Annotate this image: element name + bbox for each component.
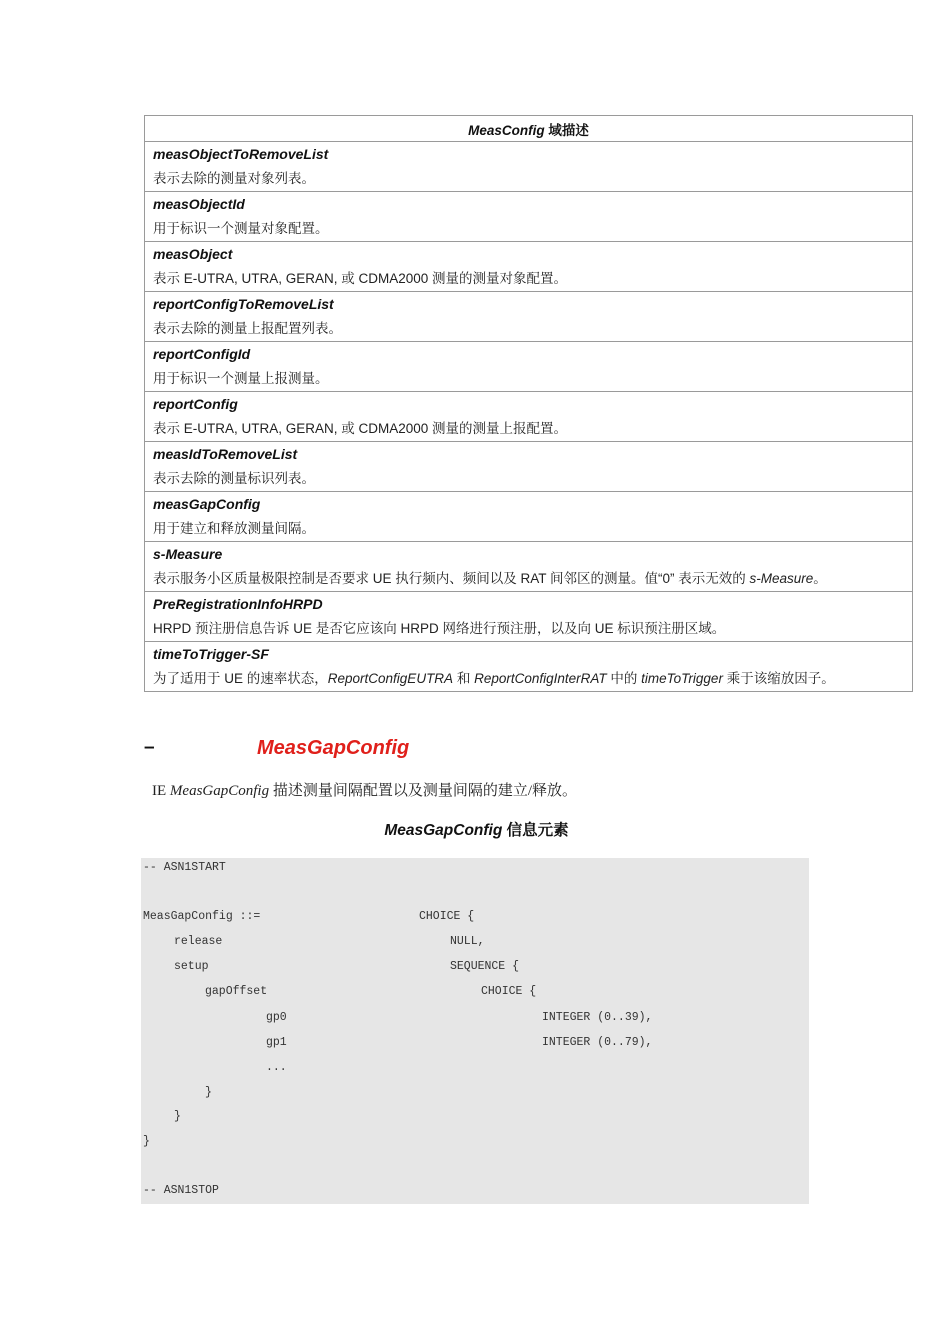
code-type: INTEGER (0..39),	[542, 1011, 653, 1024]
table-row	[145, 242, 913, 292]
field-name: measObject	[153, 246, 233, 262]
code-line: gp0	[266, 1011, 287, 1024]
field-name: timeToTrigger-SF	[153, 646, 269, 662]
field-description: 表示去除的测量标识列表。	[153, 471, 315, 486]
code-type: INTEGER (0..79),	[542, 1036, 653, 1049]
field-name: s-Measure	[153, 546, 223, 562]
field-name: reportConfigId	[153, 346, 251, 362]
field-name: measObjectId	[153, 196, 245, 212]
field-description: HRPD 预注册信息告诉 UE 是否它应该向 HRPD 网络进行预注册，以及向 UE 标识预注册区域。	[153, 621, 726, 636]
field-description: 表示 E-UTRA, UTRA, GERAN, 或 CDMA2000 测量的测量上报配置。	[153, 421, 568, 436]
table-row	[145, 592, 913, 642]
field-name: measIdToRemoveList	[153, 446, 298, 462]
table-row	[145, 142, 913, 192]
field-description: 用于标识一个测量上报测量。	[153, 371, 329, 386]
code-line: release	[174, 935, 223, 948]
table-row	[145, 342, 913, 392]
asn1-code-block	[141, 858, 809, 1204]
field-description: 表示服务小区质量极限控制是否要求 UE 执行频内、频间以及 RAT 间邻区的测量。值“0” 表示无效的 s-Measure。	[153, 571, 827, 586]
ie-intro-paragraph: IE MeasGapConfig 描述测量间隔配置以及测量间隔的建立/释放。	[152, 783, 578, 799]
table-row	[145, 642, 913, 692]
code-line: -- ASN1START	[143, 861, 226, 874]
field-description: 表示 E-UTRA, UTRA, GERAN, 或 CDMA2000 测量的测量对象配置。	[153, 271, 568, 286]
table-header: MeasConfig 域描述	[145, 116, 913, 142]
measconfig-field-table	[144, 115, 913, 692]
code-line: -- ASN1STOP	[143, 1184, 219, 1197]
field-name: measObjectToRemoveList	[153, 146, 329, 162]
code-type: CHOICE {	[419, 910, 475, 923]
section-heading	[144, 737, 844, 763]
field-description: 为了适用于 UE 的速率状态，ReportConfigEUTRA 和 ReportConfigInterRAT 中的 timeToTrigger 乘于该缩放因子。	[153, 671, 835, 686]
code-line: }	[143, 1135, 150, 1148]
code-line: gp1	[266, 1036, 287, 1049]
section-title: MeasGapConfig	[257, 737, 410, 759]
code-line: setup	[174, 960, 209, 973]
table-row	[145, 192, 913, 242]
code-line: }	[174, 1110, 181, 1123]
table-row	[145, 392, 913, 442]
table-row	[145, 542, 913, 592]
code-line: }	[205, 1086, 212, 1099]
table-row	[145, 492, 913, 542]
field-description: 用于建立和释放测量间隔。	[153, 521, 315, 536]
field-name: PreRegistrationInfoHRPD	[153, 596, 323, 612]
section-dash: –	[144, 737, 155, 758]
table-row	[145, 292, 913, 342]
code-line: MeasGapConfig ::=	[143, 910, 261, 923]
table-row	[145, 442, 913, 492]
field-description: 用于标识一个测量对象配置。	[153, 221, 329, 236]
ie-caption: MeasGapConfig 信息元素	[384, 822, 569, 839]
code-type: SEQUENCE {	[450, 960, 520, 973]
field-description: 表示去除的测量上报配置列表。	[153, 321, 342, 336]
code-line: gapOffset	[205, 985, 268, 998]
code-line: ...	[266, 1061, 287, 1074]
field-name: measGapConfig	[153, 496, 261, 512]
field-name: reportConfigToRemoveList	[153, 296, 334, 312]
code-type: NULL,	[450, 935, 485, 948]
field-name: reportConfig	[153, 396, 238, 412]
code-type: CHOICE {	[481, 985, 537, 998]
field-description: 表示去除的测量对象列表。	[153, 171, 315, 186]
